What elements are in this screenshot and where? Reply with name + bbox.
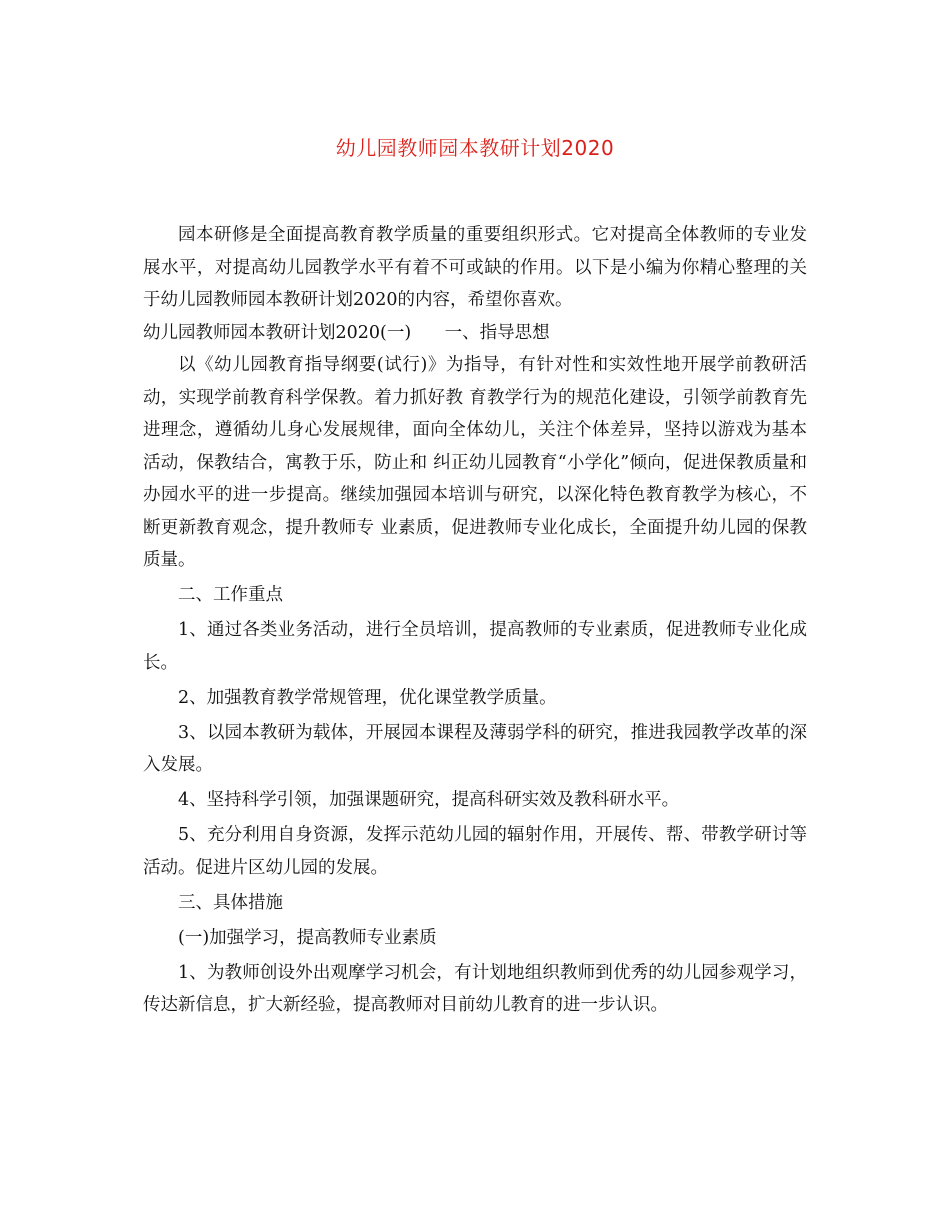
work-focus-heading: 二、工作重点 [178,585,283,605]
measures-heading: 三、具体措施 [178,892,283,913]
section-subtitle-line: 幼儿园教师园本教研计划2020(一) 一、指导思想 [143,322,550,343]
intro-paragraph: 园本研修是全面提高教育教学质量的重要组织形式。它对提高全体教师的专业发展水平，对提高幼儿园教学水平有着不可或缺的作用。以下是小编为你精心整理的关于幼儿园教师园本教研计划2020的内容，希望你喜欢。 [143,225,807,310]
measures-item-1: 1、为教师创设外出观摩学习机会，有计划地组织教师到优秀的幼儿园参观学习，传达新信息，扩大新经验，提高教师对目前幼儿教育的进一步认识。 [143,962,807,1015]
measures-subheading: (一)加强学习，提高教师专业素质 [178,927,437,948]
work-focus-item-2: 2、加强教育教学常规管理，优化课堂教学质量。 [178,687,557,708]
work-focus-item-5: 5、充分利用自身资源，发挥示范幼儿园的辐射作用，开展传、帮、带教学研讨等活动。促进片区幼儿园的发展。 [143,825,807,878]
document-body [143,219,807,1022]
work-focus-item-3: 3、以园本教研为载体，开展园本课程及薄弱学科的研究，推进我园教学改革的深入发展。 [143,722,807,775]
guiding-thought-paragraph: 以《幼儿园教育指导纲要(试行)》为指导，有针对性和实效性地开展学前教研活动，实现学前教育科学保教。着力抓好教 育教学行为的规范化建设，引领学前教育先进理念，遵循幼儿身心发展规律，面向全体幼儿，关注个体差异，坚持以游戏为基本活动，保教结合，寓教于乐，防止和 纠正幼儿园教育“小学化”倾向，促进保教质量和办园水平的进一步提高。继续加强园本培训与研究，以深化特色教育教学为核心，不断更新教育观念，提升教师专 业素质，促进教师专业化成长，全面提升幼儿园的保教质量。 [143,355,807,570]
document-title: 幼儿园教师园本教研计划2020 [335,136,615,160]
work-focus-item-1: 1、通过各类业务活动，进行全员培训，提高教师的专业素质，促进教师专业化成长。 [143,620,807,673]
work-focus-item-4: 4、坚持科学引领，加强课题研究，提高科研实效及教科研水平。 [178,790,680,810]
